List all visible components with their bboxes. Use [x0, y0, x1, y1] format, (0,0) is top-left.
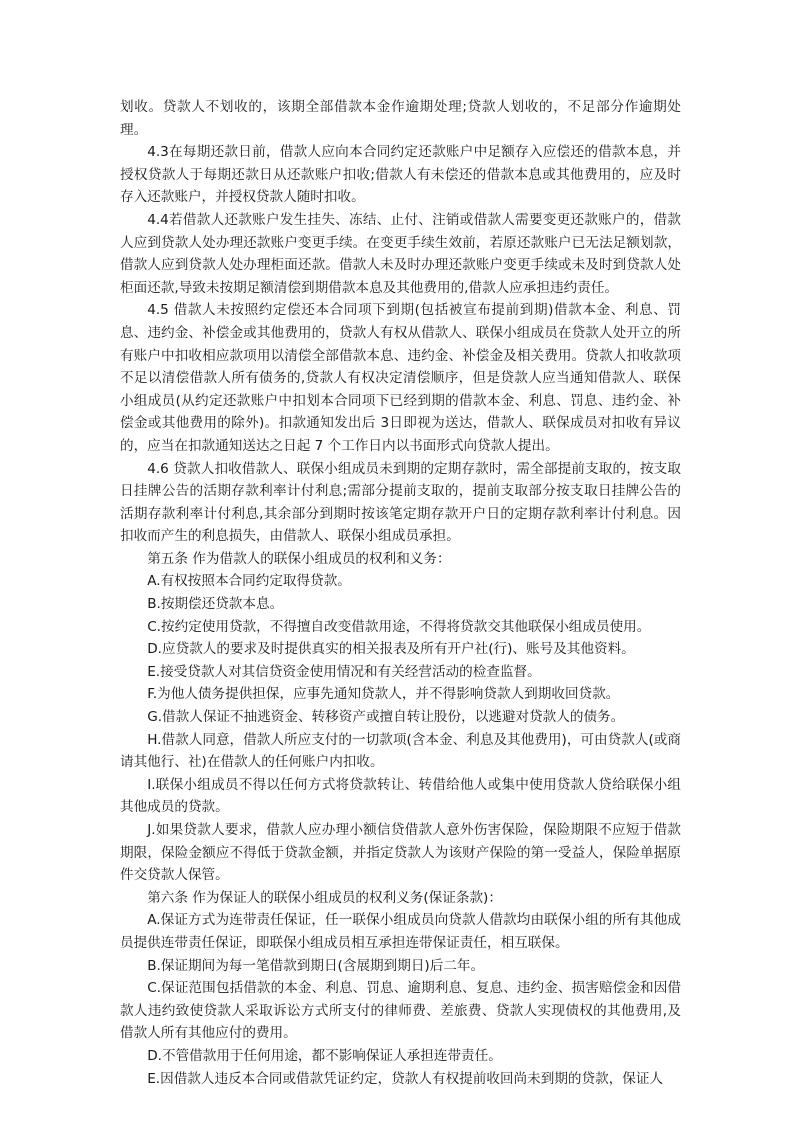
article-6-item-b: B.保证期间为每一笔借款到期日(含展期到期日)后二年。 [147, 957, 485, 974]
paragraph-clause-4-3: 4.3在每期还款日前，借款人应向本合同约定还款账户中足额存入应偿还的借款本息，并授权贷款人于每期还款日从还款账户扣收;借款人有未偿还的借款本息或其他费用的，应及时存入还款账户，并授权贷款人随时扣收。 [120, 144, 681, 206]
article-5-item-i: I.联保小组成员不得以任何方式将贷款转让、转借给他人或集中使用贷款人贷给联保小组其他成员的贷款。 [120, 776, 681, 816]
article-6-item-c: C.保证范围包括借款的本金、利息、罚息、逾期利息、复息、违约金、损害赔偿金和因借款人违约致使贷款人采取诉讼方式所支付的律师费、差旅费、贷款人实现债权的其他费用,及借款人所有其他应付的费用。 [120, 980, 681, 1042]
article-6-item-d: D.不管借款用于任何用途，都不影响保证人承担连带责任。 [147, 1047, 502, 1064]
paragraph-clause-4-4: 4.4若借款人还款账户发生挂失、冻结、止付、注销或借款人需要变更还款账户的，借款人应到贷款人处办理还款账户变更手续。在变更手续生效前，若原还款账户已无法足额划款，借款人应到贷款人处办理柜面还款。借款人未及时办理还款账户变更手续或未及时到贷款人处柜面还款,导致未按期足额清偿到期借款本息及其他费用的,借款人应承担违约责任。 [120, 211, 681, 296]
article-5-item-f: F.为他人债务提供担保，应事先通知贷款人，并不得影响贷款人到期收回贷款。 [147, 686, 620, 703]
article-5-item-c: C.按约定使用贷款，不得擅自改变借款用途，不得将贷款交其他联保小组成员使用。 [147, 618, 651, 635]
article-5-item-g: G.借款人保证不抽逃资金、转移资产或擅自转让股份，以逃避对贷款人的债务。 [147, 709, 625, 726]
article-5-item-h: H.借款人同意，借款人所应支付的一切款项(含本金、利息及其他费用)，可由贷款人(或商请其他行、社)在借款人的任何账户内扣收。 [120, 731, 681, 771]
paragraph-continuation: 划收。贷款人不划收的，该期全部借款本金作逾期处理;贷款人划收的，不足部分作逾期处理。 [120, 99, 681, 138]
article-5-item-e: E.接受贷款人对其信贷资金使用情况和有关经营活动的检查监督。 [147, 663, 541, 680]
article-5-item-d: D.应贷款人的要求及时提供真实的相关报表及所有开户社(行)、账号及其他资料。 [147, 641, 635, 658]
article-6-item-e: E.因借款人违反本合同或借款凭证约定，贷款人有权提前收回尚未到期的贷款，保证人 [147, 1070, 664, 1087]
article-6-heading: 第六条 作为保证人的联保小组成员的权利义务(保证条款)： [147, 889, 502, 906]
article-5-heading: 第五条 作为借款人的联保小组成员的权利和义务： [147, 550, 451, 567]
article-6-item-a: A.保证方式为连带责任保证，任一联保小组成员向贷款人借款均由联保小组的所有其他成员提供连带责任保证，即联保小组成员相互承担连带保证责任，相互联保。 [120, 912, 681, 951]
article-5-item-b: B.按期偿还贷款本息。 [147, 596, 284, 613]
article-5-item-j: J.如果贷款人要求，借款人应办理小额信贷借款人意外伤害保险，保险期限不应短于借款期限，保险金额应不得低于贷款金额，并指定贷款人为该财产保险的第一受益人，保险单据原件交贷款人保管。 [120, 822, 681, 884]
article-5-item-a: A.有权按照本合同约定取得贷款。 [147, 573, 351, 590]
paragraph-clause-4-5: 4.5 借款人未按照约定偿还本合同项下到期(包括被宣布提前到期)借款本金、利息、罚息、违约金、补偿金或其他费用的，贷款人有权从借款人、联保小组成员在贷款人处开立的所有账户中扣收相应款项用以清偿全部借款本息、违约金、补偿金及相关费用。贷款人扣收款项不足以清偿借款人所有债务的,贷款人有权决定清偿顺序，但是贷款人应当通知借款人、联保小组成员(从约定还款账户中扣划本合同项下已经到期的借款本金、利息、罚息、违约金、补偿金或其他费用的除外)。扣款通知发出后 3日即视为送达，借款人、联保成员对扣收有异议的，应当在扣款通知送达之日起 7 个工作日内以书面形式向贷款人提出。 [120, 302, 681, 454]
paragraph-clause-4-6: 4.6 贷款人扣收借款人、联保小组成员未到期的定期存款时，需全部提前支取的，按支取日挂牌公告的活期存款利率计付利息;需部分提前支取的，提前支取部分按支取日挂牌公告的活期存款利率计付利息,其余部分到期时按该笔定期存款开户日的定期存款利率计付利息。因扣收而产生的利息损失，由借款人、联保小组成员承担。 [120, 460, 681, 545]
